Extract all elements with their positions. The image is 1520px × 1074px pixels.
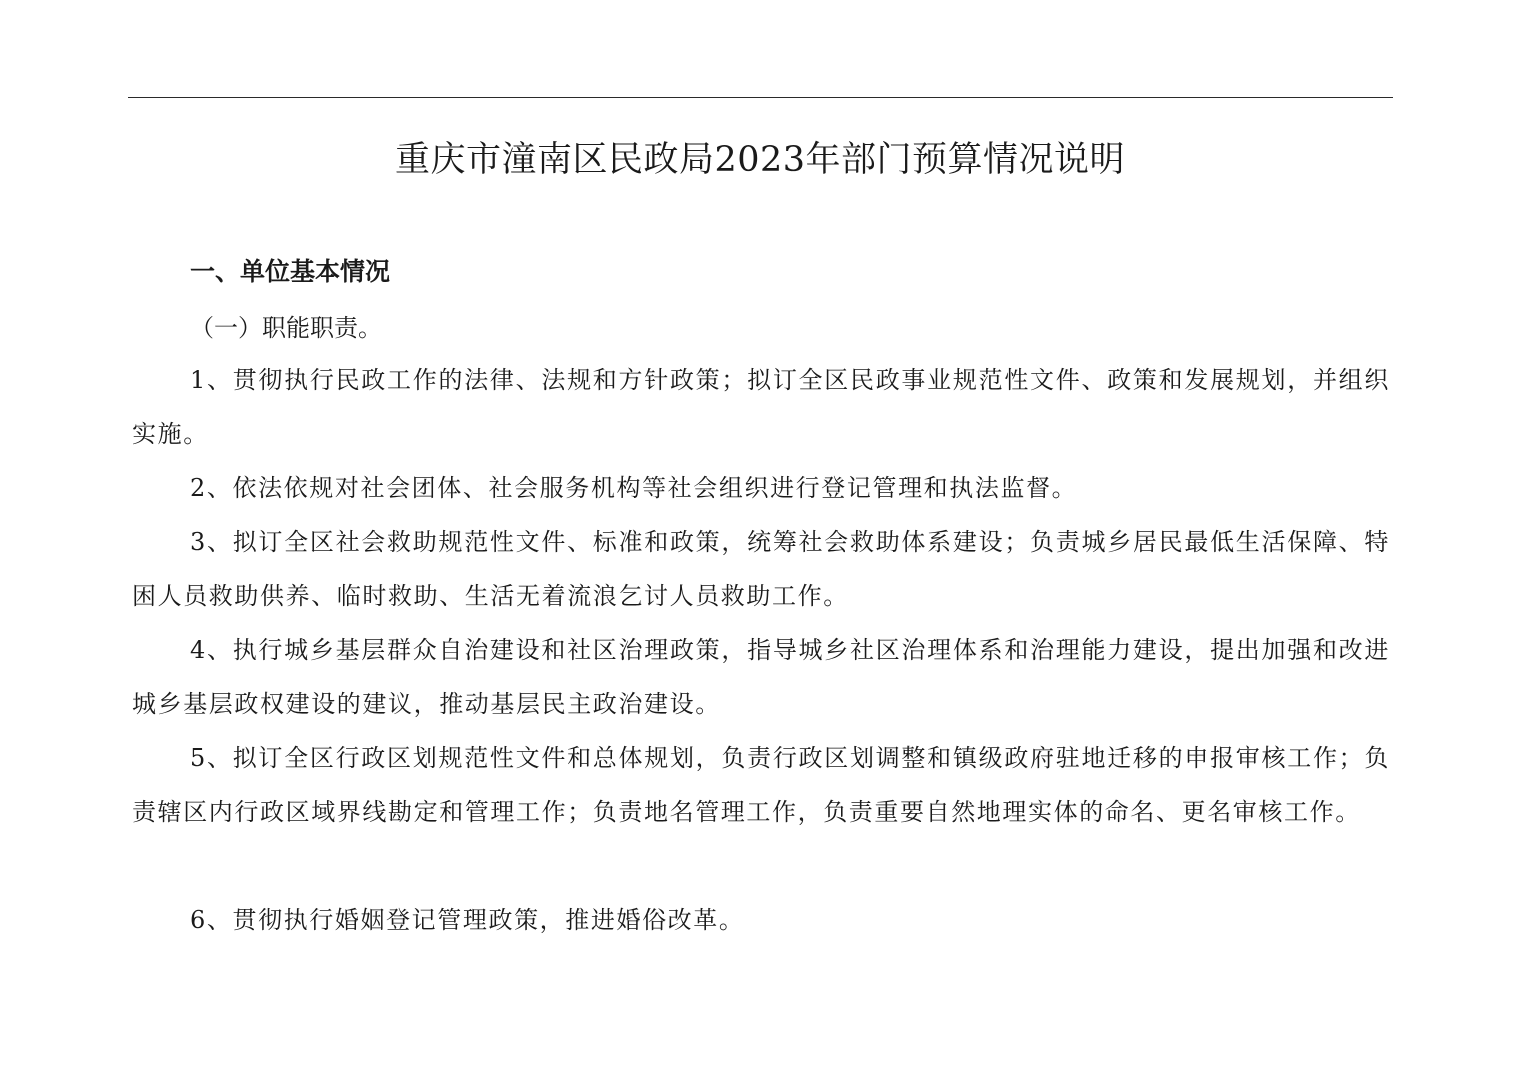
duty-paragraph-1: 1、贯彻执行民政工作的法律、法规和方针政策；拟订全区民政事业规范性文件、政策和发展规划，并组织实施。 [132,366,1390,448]
subsection-heading: （一）职能职责。 [190,314,382,342]
header-rule [128,97,1393,98]
duty-paragraph-5: 5、拟订全区行政区划规范性文件和总体规划，负责行政区划调整和镇级政府驻地迁移的申报审核工作；负责辖区内行政区域界线勘定和管理工作；负责地名管理工作，负责重要自然地理实体的命名、更名审核工作。 [132,744,1390,826]
section-heading: 一、单位基本情况 [190,257,391,286]
duty-paragraph-6: 6、贯彻执行婚姻登记管理政策，推进婚俗改革。 [190,906,745,934]
duty-paragraph-2: 2、依法依规对社会团体、社会服务机构等社会组织进行登记管理和执法监督。 [190,474,1078,502]
document-title: 重庆市潼南区民政局2023年部门预算情况说明 [394,140,1126,180]
duty-paragraph-4: 4、执行城乡基层群众自治建设和社区治理政策，指导城乡社区治理体系和治理能力建设，提出加强和改进城乡基层政权建设的建议，推动基层民主政治建设。 [132,636,1390,718]
duty-paragraph-3: 3、拟订全区社会救助规范性文件、标准和政策，统筹社会救助体系建设；负责城乡居民最低生活保障、特困人员救助供养、临时救助、生活无着流浪乞讨人员救助工作。 [132,528,1390,610]
